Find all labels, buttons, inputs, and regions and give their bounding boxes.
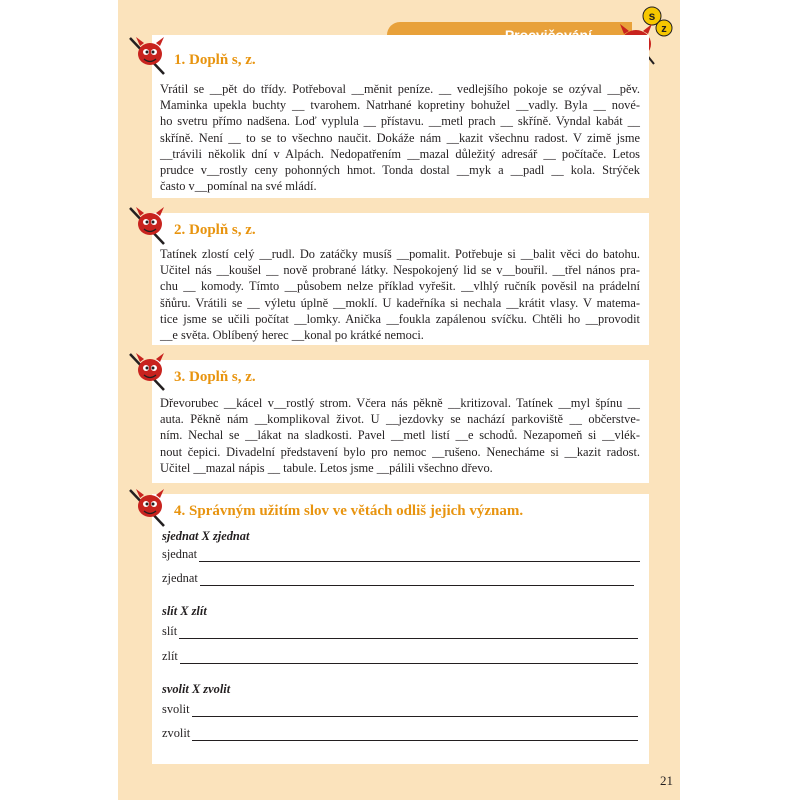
page-number: 21: [660, 773, 673, 788]
exercise-3-box: [152, 360, 649, 483]
exercise-2-title: 2. Doplň s, z.: [174, 222, 256, 238]
answer-line[interactable]: [162, 649, 638, 664]
exercise-2-box: [152, 213, 649, 345]
exercise-2-line: Učitel nás __koušel __ nově probrané látky. Nespokojený lid se v__bouřil. __třel nános pra-: [160, 263, 640, 278]
answer-rule[interactable]: [192, 730, 638, 741]
mascot-letter-z: z: [661, 23, 667, 35]
exercise-4-title: 4. Správným užitím slov ve větách odliš jejich význam.: [174, 503, 524, 519]
exercise-3-line: Učitel __mazal nápis __ tabule. Letos jsme __pálili všechno dřevo.: [160, 460, 493, 475]
exercise-1-line: skříně. Není __ to se to všechno naučit. Dokáže nám __kazit všechnu radost. V zimě jsme: [160, 130, 640, 145]
devil-pencil-mascot-icon: [126, 486, 172, 530]
exercise-1-line: prudce v__rostly ceny pohonných hmot. Tonda dostal __myk a __padl __ kola. Strýček: [160, 163, 640, 178]
answer-line[interactable]: [162, 571, 634, 586]
answer-line[interactable]: [162, 547, 640, 562]
exercise-2-line: šňůru. Vrátili se __ výletu úplně __moklí. U kadeřníka si nechala __krátit vlasy. V matema-: [160, 295, 640, 310]
exercise-2-line: tice jsme se učili počítat __lomky. Anička __foukla zapálenou svíčku. Chtěli ho __provodit: [160, 311, 640, 326]
answer-word: svolit: [162, 702, 190, 716]
exercise-3-line: nout čepici. Divadelní představení bylo pro nemoc __rušeno. Nenecháme si __kazit radost.: [160, 444, 640, 459]
answer-word: sjednat: [162, 547, 198, 561]
word-pair-label: slít X zlít: [162, 604, 207, 618]
exercise-1-box: [152, 35, 649, 198]
answer-word: slít: [162, 624, 178, 638]
mascot-letter-s: s: [648, 9, 656, 23]
answer-line[interactable]: [162, 702, 638, 717]
answer-word: zlít: [162, 649, 178, 663]
exercise-3-text: [160, 395, 640, 476]
answer-rule[interactable]: [192, 706, 638, 717]
word-pair-label: svolit X zvolit: [162, 682, 231, 696]
exercise-3-line: Dřevorubec __kácel v__rostlý strom. Včera nás pěkně __kritizoval. Tatínek __myl špínu __: [160, 396, 640, 410]
exercise-1-line: ho svetru přímo nadšena. Loď vyplula __ přístavu. __metl prach __ skříně. Vyndal kabát __: [160, 114, 640, 129]
exercise-2-text: [160, 246, 640, 343]
answer-line[interactable]: [162, 726, 638, 741]
answer-word: zjednat: [162, 571, 198, 585]
exercise-3-line: auta. Pěkně nám __komplikoval život. U __jezdovky se nachází parkoviště __ občerstve-: [160, 412, 640, 427]
exercise-2-line: __e světa. Oblíbený herec __konal po krátké nemoci.: [160, 328, 424, 343]
exercise-3-line: ním. Nechal se __lákat na sladkosti. Pavel __metl listí __e schodů. Nezapomeň si __vlék-: [160, 428, 640, 443]
exercise-1-line: Vrátil se __pět do třídy. Potřeboval __měnit peníze. __ vedlejšího pokoje se ozýval __pěv.: [160, 82, 640, 96]
word-pair-label: sjednat X zjednat: [162, 529, 250, 543]
answer-rule[interactable]: [199, 551, 640, 562]
devil-pencil-mascot-icon: [126, 34, 172, 78]
exercise-1-text: [160, 81, 640, 194]
answer-line[interactable]: [162, 624, 638, 639]
answer-rule[interactable]: [180, 653, 638, 664]
exercise-3-title: 3. Doplň s, z.: [174, 369, 256, 385]
exercise-2-line: Tatínek zlostí celý __rudl. Do zatáčky musíš __pomalit. Potřebuje si __balit věci do batohu.: [160, 247, 640, 261]
answer-rule[interactable]: [179, 628, 638, 639]
devil-pencil-mascot-icon: [126, 350, 172, 394]
exercise-1-line: Maminka upekla buchty __ tvarohem. Natrhané kopretiny bohužel __vadly. Byla __ nové-: [160, 98, 640, 113]
exercise-1-title: 1. Doplň s, z.: [174, 52, 256, 68]
devil-pencil-mascot-icon: [126, 204, 172, 248]
exercise-4-box: [152, 494, 649, 764]
exercise-1-line: často v__pomínal na své mládí.: [160, 179, 317, 194]
exercise-2-line: chu __ komody. Tímto __působem nelze příklad vyřešit. __vlhlý ručník pověsil na prádelní: [160, 279, 640, 294]
answer-rule[interactable]: [200, 575, 634, 586]
exercise-1-line: __trávili několik dní v Alpách. Nedopatřením __mazal důležitý adresář __ počítače. Letos: [160, 146, 640, 161]
answer-word: zvolit: [162, 726, 191, 740]
